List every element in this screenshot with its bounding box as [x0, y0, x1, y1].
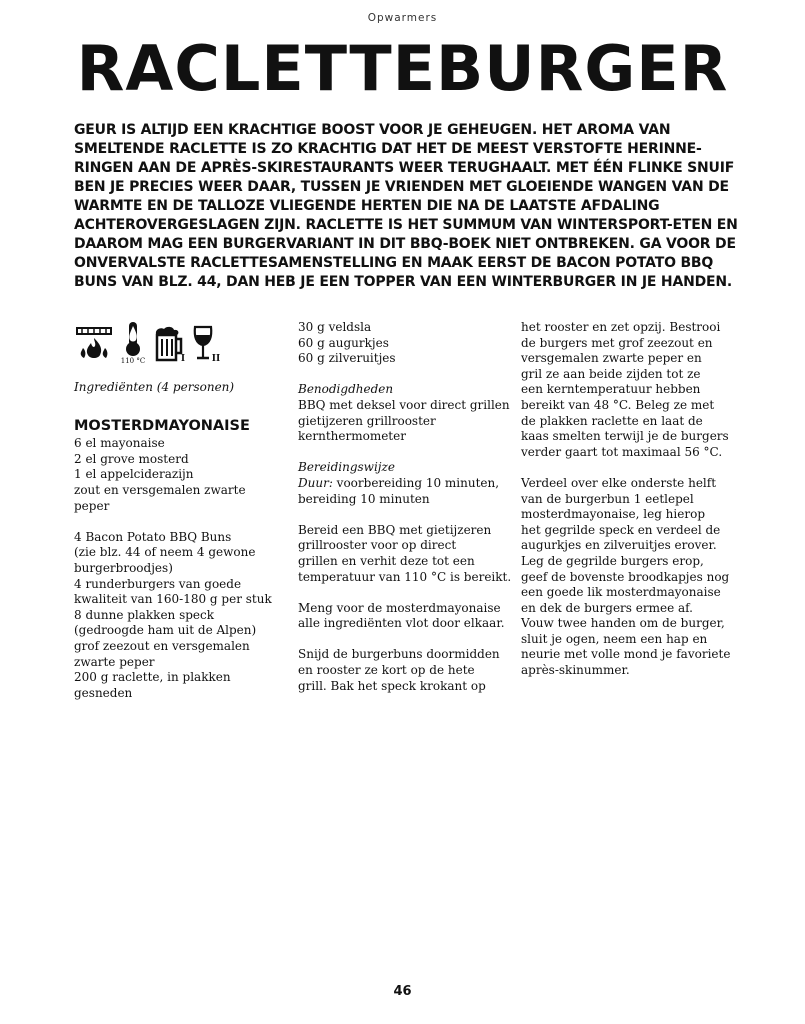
ingredients-title: Ingrediënten (4 personen): [74, 380, 235, 394]
section-label: Opwarmers: [367, 12, 438, 24]
method-step-4: Verdeel over elke onderste helft van de burgerbun 1 eetlepel mosterdmayonaise, leg hierop het gegrilde speck en verdeel de augurkjes en zilveruitjes erover. Leg de gegrilde burgers erop, geef de bovenste broodkapjes nog een goede lik mosterdmayonaise en dek de burgers ermee af. Vouw twee handen om de burger, sluit je ogen, neem een hap en neurie met volle mond je favoriete après-skinummer.: [521, 475, 731, 678]
method-step-2: Meng voor de mosterdmayonaise alle ingrediënten vlot door elkaar.: [298, 600, 505, 631]
equipment-title: Benodigdheden: [298, 382, 394, 397]
column-ingredients: [74, 320, 289, 701]
wine-glass-icon: [190, 324, 222, 364]
duration-text: [298, 476, 513, 507]
sauce-ingredient-list: 6 el mayonaise 2 el grove mosterd 1 el appelciderazijn zout en versgemalen zwarte peper: [74, 436, 246, 513]
method-step-3-continued: het rooster en zet opzij. Bestrooi de burgers met grof zeezout en versgemalen zwarte peper en gril ze aan beide zijden tot ze een kerntemperatuur hebben bereikt van 48 °C. Beleg ze met de plakken raclette en laat de kaas smelten terwijl je de burgers verder gaart tot maximaal 56 °C.: [521, 320, 729, 459]
page-number: 46: [393, 984, 412, 999]
thermometer-icon: [118, 320, 148, 364]
sauce-heading: MOSTERDMAYONAISE: [74, 418, 250, 435]
beer-roman-label: I: [180, 354, 186, 364]
column-method: [298, 320, 513, 694]
method-title: Bereidingswijze: [298, 460, 395, 475]
intro-paragraph: GEUR IS ALTIJD EEN KRACHTIGE BOOST VOOR JE GEHEUGEN. HET AROMA VAN SMELTENDE RACLETTE IS ZO KRACHTIG DAT HET DE MEEST VERSTOFTE HERINNE-RINGEN AAN DE APRÈS-SKIRESTAURANTS WEER TERUGHAALT. MET ÉÉN FLINKE SNUIF BEN JE PRECIES WEER DAAR, TUSSEN JE VRIENDEN MET GLOEIENDE WANGEN VAN DE WARMTE EN DE TALLOZE VLIEGENDE HERTEN DIE NA DE LAATSTE AFDALING ACHTEROVERGESLAGEN ZIJN. RACLETTE IS HET SUMMUM VAN WINTERSPORT-ETEN EN DAAROM MAG EEN BURGERVARIANT IN DIT BBQ-BOEK NIET ONTBREKEN. GA VOOR DE ONVERVALSTE RACLETTESAMENSTELLING EN MAAK EERST DE BACON POTATO BBQ BUNS VAN BLZ. 44, DAN HEB JE EEN TOPPER VAN EEN WINTERBURGER IN JE HANDEN.: [74, 122, 738, 290]
beer-mug-icon: [152, 324, 186, 364]
duration-label: Duur:: [298, 475, 333, 490]
method-step-3: Snijd de burgerbuns doormidden en rooster ze kort op de hete grill. Bak het speck krokant op: [298, 647, 500, 693]
wine-roman-label: II: [211, 354, 221, 364]
page-title: RACLETTEBURGER: [76, 32, 729, 105]
duration-value: voorbereiding 10 minuten, bereiding 10 minuten: [298, 475, 500, 506]
extra-ingredient-list: 30 g veldsla 60 g augurkjes 60 g zilveruitjes: [298, 320, 396, 366]
grill-fire-icon: [74, 324, 114, 364]
method-step-1: Bereid een BBQ met gietijzeren grillrooster voor op direct grillen en verhit deze tot een temperatuur van 110 °C is bereikt.: [298, 522, 512, 584]
temperature-label: 110 °C: [120, 357, 146, 364]
equipment-list: BBQ met deksel voor direct grillen gietijzeren grillrooster kernthermometer: [298, 397, 510, 444]
column-method-continued: [521, 320, 741, 679]
recipe-icons: [74, 320, 289, 364]
main-ingredient-list: 4 Bacon Potato BBQ Buns (zie blz. 44 of neem 4 gewone burgerbroodjes) 4 runderburgers van goede kwaliteit van 160-180 g per stuk 8 dunne plakken speck (gedroogde ham uit de Alpen) grof zeezout en versgemalen zwarte peper 200 g raclette, in plakken gesneden: [74, 529, 272, 700]
